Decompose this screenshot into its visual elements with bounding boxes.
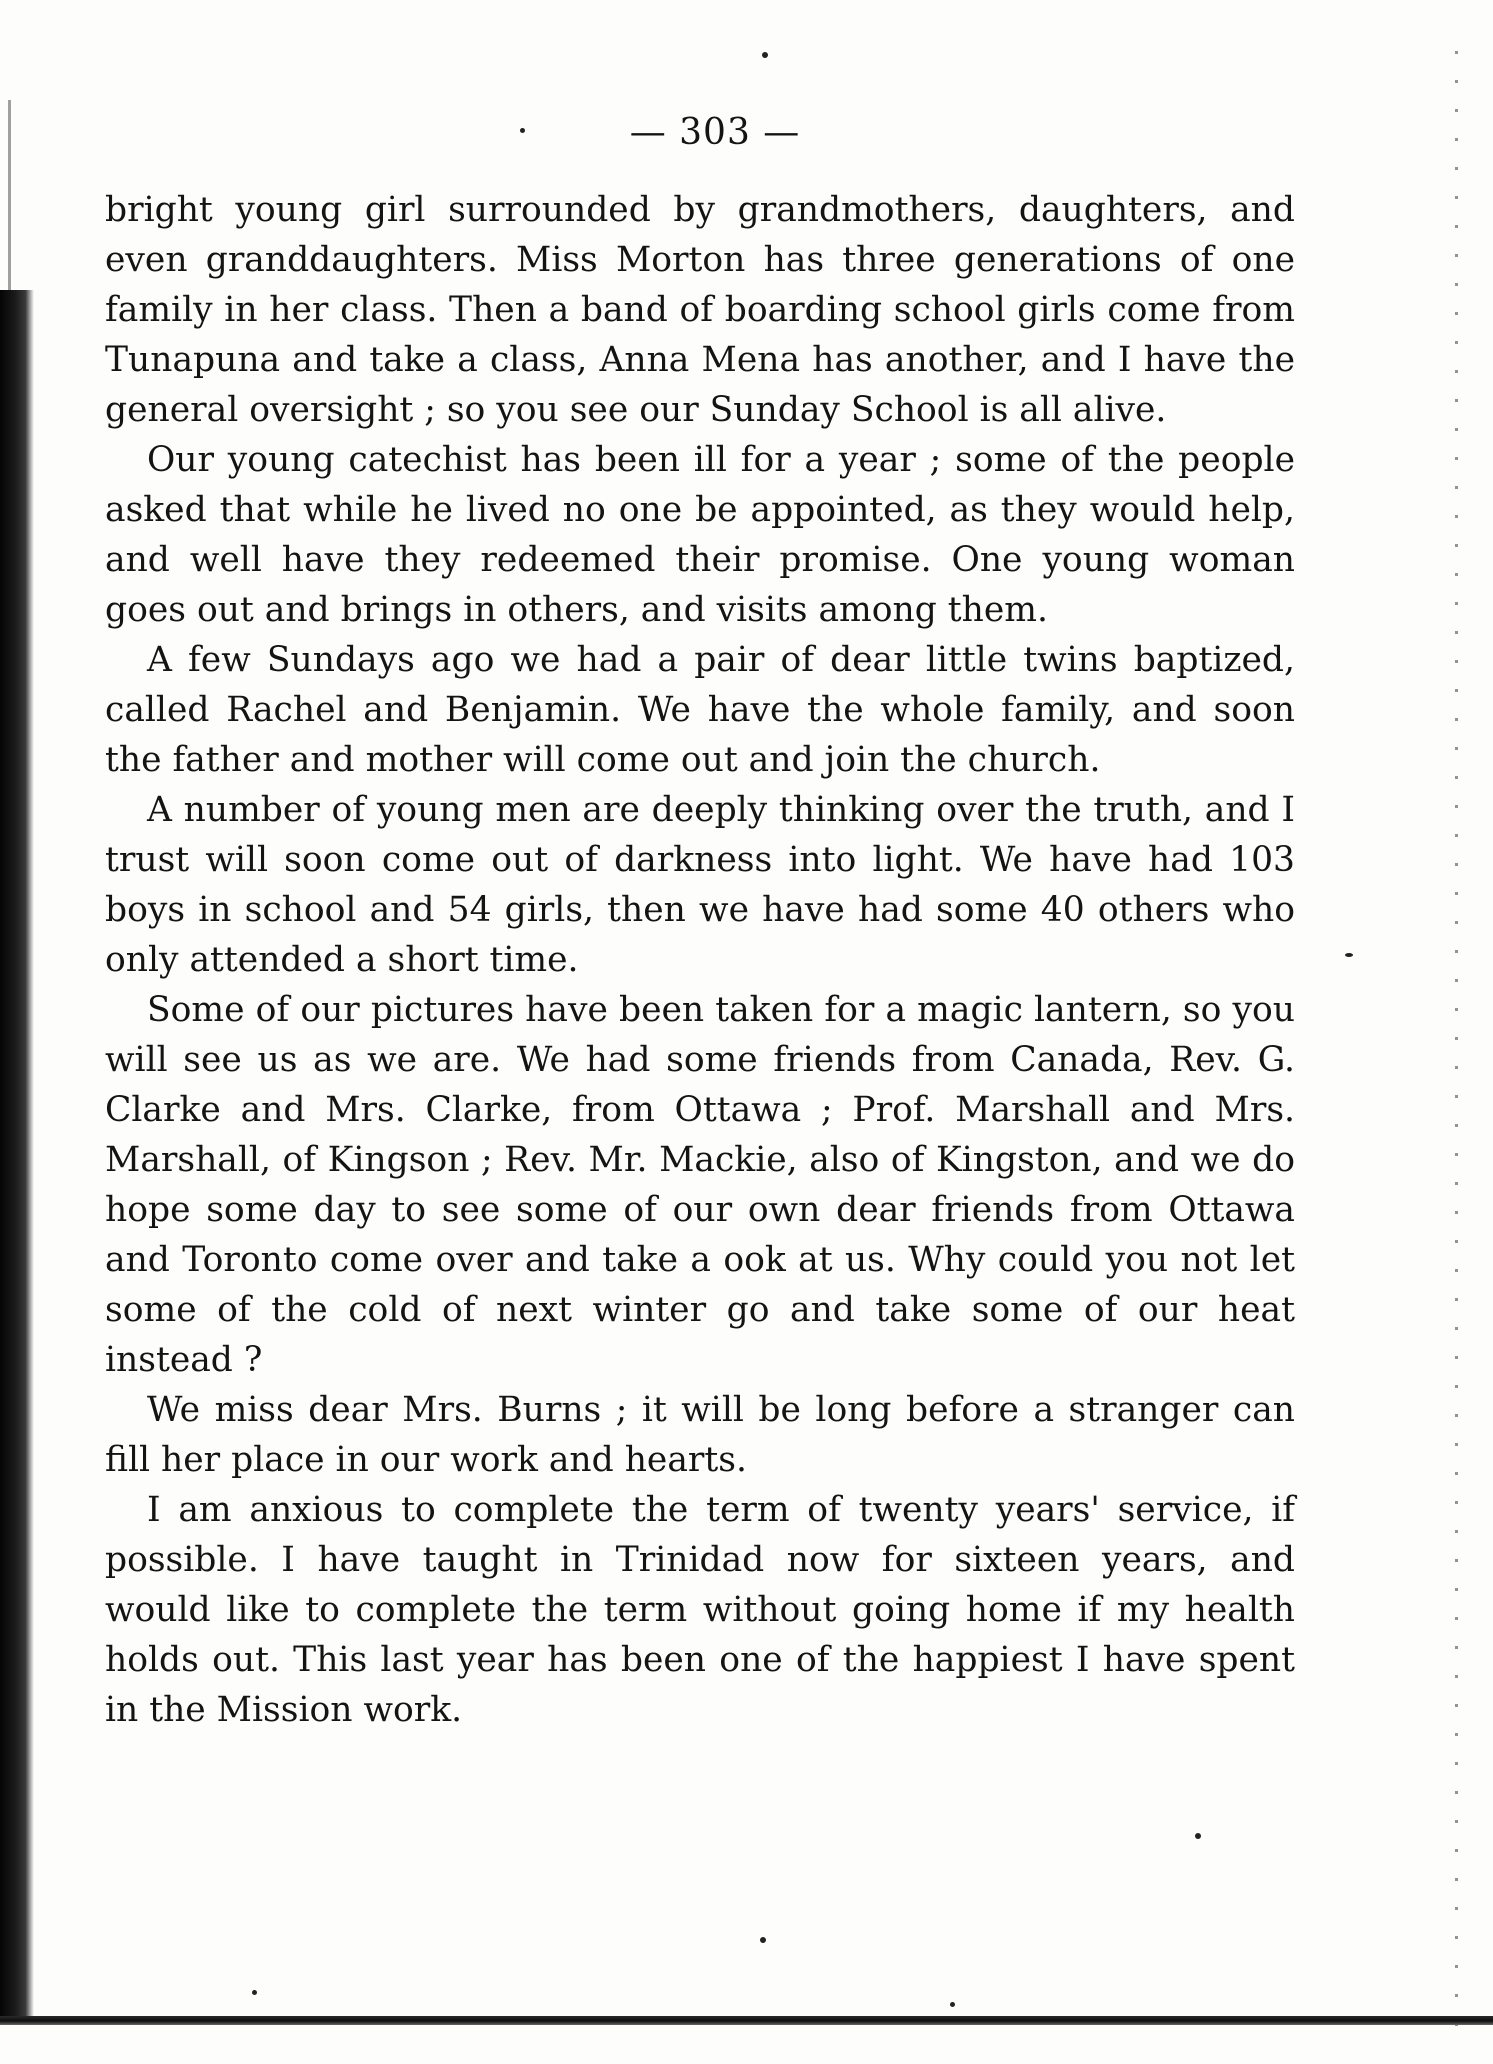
paragraph: Our young catechist has been ill for a year ; some of the people asked that while he lived no one be appointed, as they would help, and well have they redeemed their promise. One young woman goes out and brings in others, and visits among them. xyxy=(105,440,1295,630)
paragraph: I am anxious to complete the term of twenty years' service, if possible. I have taught in Trinidad now for sixteen years, and would like to complete the term without going home if my health holds out. This last year has been one of the happiest I have spent in the Mission work. xyxy=(105,1490,1295,1730)
scan-speck xyxy=(950,2002,955,2007)
scan-speck xyxy=(762,52,768,58)
paragraph: A number of young men are deeply thinking over the truth, and I trust will soon come out of darkness into light. We have had 103 boys in school and 54 girls, then we have had some 40 others who only attended a short time. xyxy=(105,790,1295,980)
scan-edge-speckles xyxy=(1445,40,1471,2030)
page-number: — 303 — xyxy=(629,112,801,153)
paragraph: We miss dear Mrs. Burns ; it will be long before a stranger can fill her place in our work and hearts. xyxy=(105,1390,1295,1480)
bottom-rule xyxy=(0,2016,1493,2025)
paragraph: Some of our pictures have been taken for a magic lantern, so you will see us as we are. We had some friends from Canada, Rev. G. Clarke and Mrs. Clarke, from Ottawa ; Prof. Marshall and Mrs. Marshall, of Kingson ; Rev. Mr. Mackie, also of Kingston, and we do hope some day to see some of our own dear friends from Ottawa and Toronto come over and take a ook at us. Why could you not let some of the cold of next winter go and take some of our heat instead ? xyxy=(105,990,1295,1380)
scan-speck xyxy=(1345,953,1353,957)
binding-edge xyxy=(0,290,34,2020)
scan-speck xyxy=(1195,1833,1201,1839)
paragraph: bright young girl surrounded by grandmothers, daughters, and even granddaughters. Miss Morton has three generations of one family in her class. Then a band of boarding school girls come from Tunapuna and take a class, Anna Mena has another, and I have the general oversight ; so you see our Sunday School is all alive. xyxy=(105,190,1295,430)
paragraph: A few Sundays ago we had a pair of dear little twins baptized, called Rachel and Benjamin. We have the whole family, and soon the father and mother will come out and join the church. xyxy=(105,640,1295,780)
scan-speck xyxy=(252,1990,257,1995)
scan-speck xyxy=(760,1937,766,1943)
body-text xyxy=(105,185,1295,1735)
